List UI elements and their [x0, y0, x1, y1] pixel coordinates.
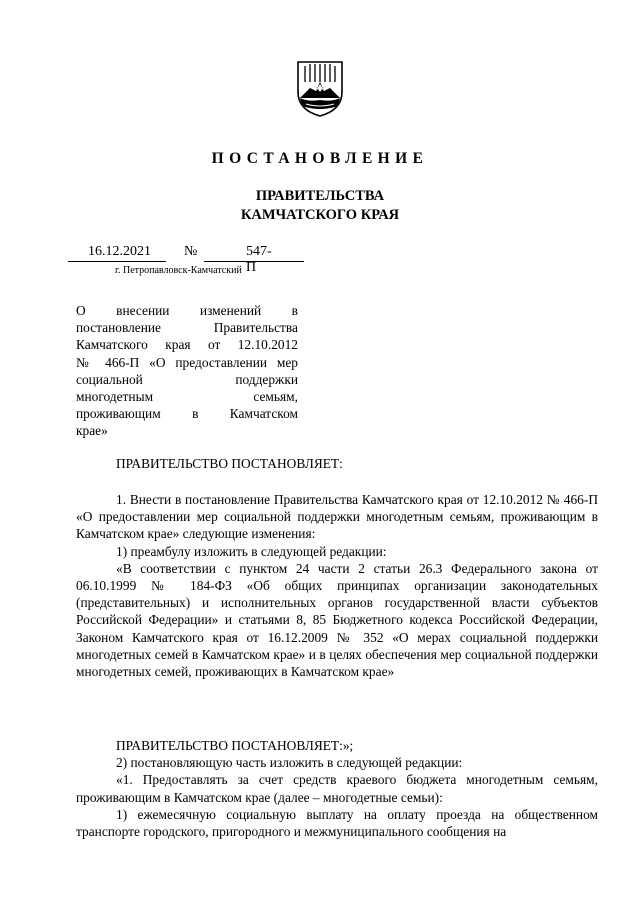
document-body-continued	[76, 737, 598, 840]
document-city: г. Петропавловск-Камчатский	[115, 265, 242, 276]
subject-line: многодетным семьям,	[76, 389, 298, 405]
document-title: ПОСТАНОВЛЕНИЕ	[211, 150, 429, 167]
document-number: 547-П	[246, 244, 272, 275]
body-paragraph: 2) постановляющую часть изложить в следующей редакции:	[116, 755, 463, 771]
body-paragraph: 1) ежемесячную социальную выплату на оплату проезда на общественном транспорте городского, пригородного и межмуниципального сообщения на	[76, 806, 598, 840]
subject-line: О внесении изменений в	[76, 303, 298, 318]
body-paragraph: «В соответствии с пунктом 24 части 2 статьи 26.3 Федерального закона от 06.10.1999 № 184-ФЗ «Об общих принципах организации законодательных (представительных) и исполнительных органов государственной власти субъектов Российской Федерации» и статьями 8, 85 Бюджетного кодекса Российской Федерации, Законом Камчатского края от 16.12.2009 № 352 «О мерах социальной поддержки многодетных семей в Камчатском крае» и в целях обеспечения мер социальной поддержки многодетных семей, проживающих в Камчатском крае»	[76, 560, 598, 680]
number-underline	[204, 261, 304, 262]
subject-line: крае»	[76, 423, 108, 439]
body-paragraph: 1) преамбулу изложить в следующей редакции:	[116, 543, 387, 559]
decree-heading-text: ПРАВИТЕЛЬСТВО ПОСТАНОВЛЯЕТ:	[116, 456, 343, 471]
issuer-line-1: ПРАВИТЕЛЬСТВА	[255, 188, 385, 204]
decree-heading-quoted: ПРАВИТЕЛЬСТВО ПОСТАНОВЛЯЕТ:»;	[116, 738, 354, 753]
number-sign: №	[184, 244, 198, 259]
document-date: 16.12.2021	[88, 244, 151, 259]
document-issuer	[0, 187, 640, 225]
subject-line: постановление Правительства	[76, 320, 298, 336]
body-paragraph: 1. Внести в постановление Правительства Камчатского края от 12.10.2012 № 466-П «О предоставлении мер социальной поддержки многодетным семьям, проживающим в Камчатском крае» следующие изменения:	[76, 492, 598, 542]
subject-line: социальной поддержки	[76, 371, 298, 387]
subject-line: № 466-П «О предоставлении мер	[76, 354, 298, 370]
kamchatka-coat-of-arms-icon	[296, 58, 344, 118]
date-underline	[68, 261, 166, 262]
document-subject	[76, 302, 298, 440]
subject-line: Камчатского края от 12.10.2012	[76, 337, 298, 353]
body-paragraph: «1. Предоставлять за счет средств краевого бюджета многодетным семьям, проживающим в Камчатском крае (далее – многодетные семьи):	[76, 772, 598, 805]
document-body	[76, 491, 598, 680]
subject-line: проживающим в Камчатском	[76, 406, 298, 422]
decree-heading	[76, 455, 598, 472]
issuer-line-2: КАМЧАТСКОГО КРАЯ	[240, 207, 400, 223]
